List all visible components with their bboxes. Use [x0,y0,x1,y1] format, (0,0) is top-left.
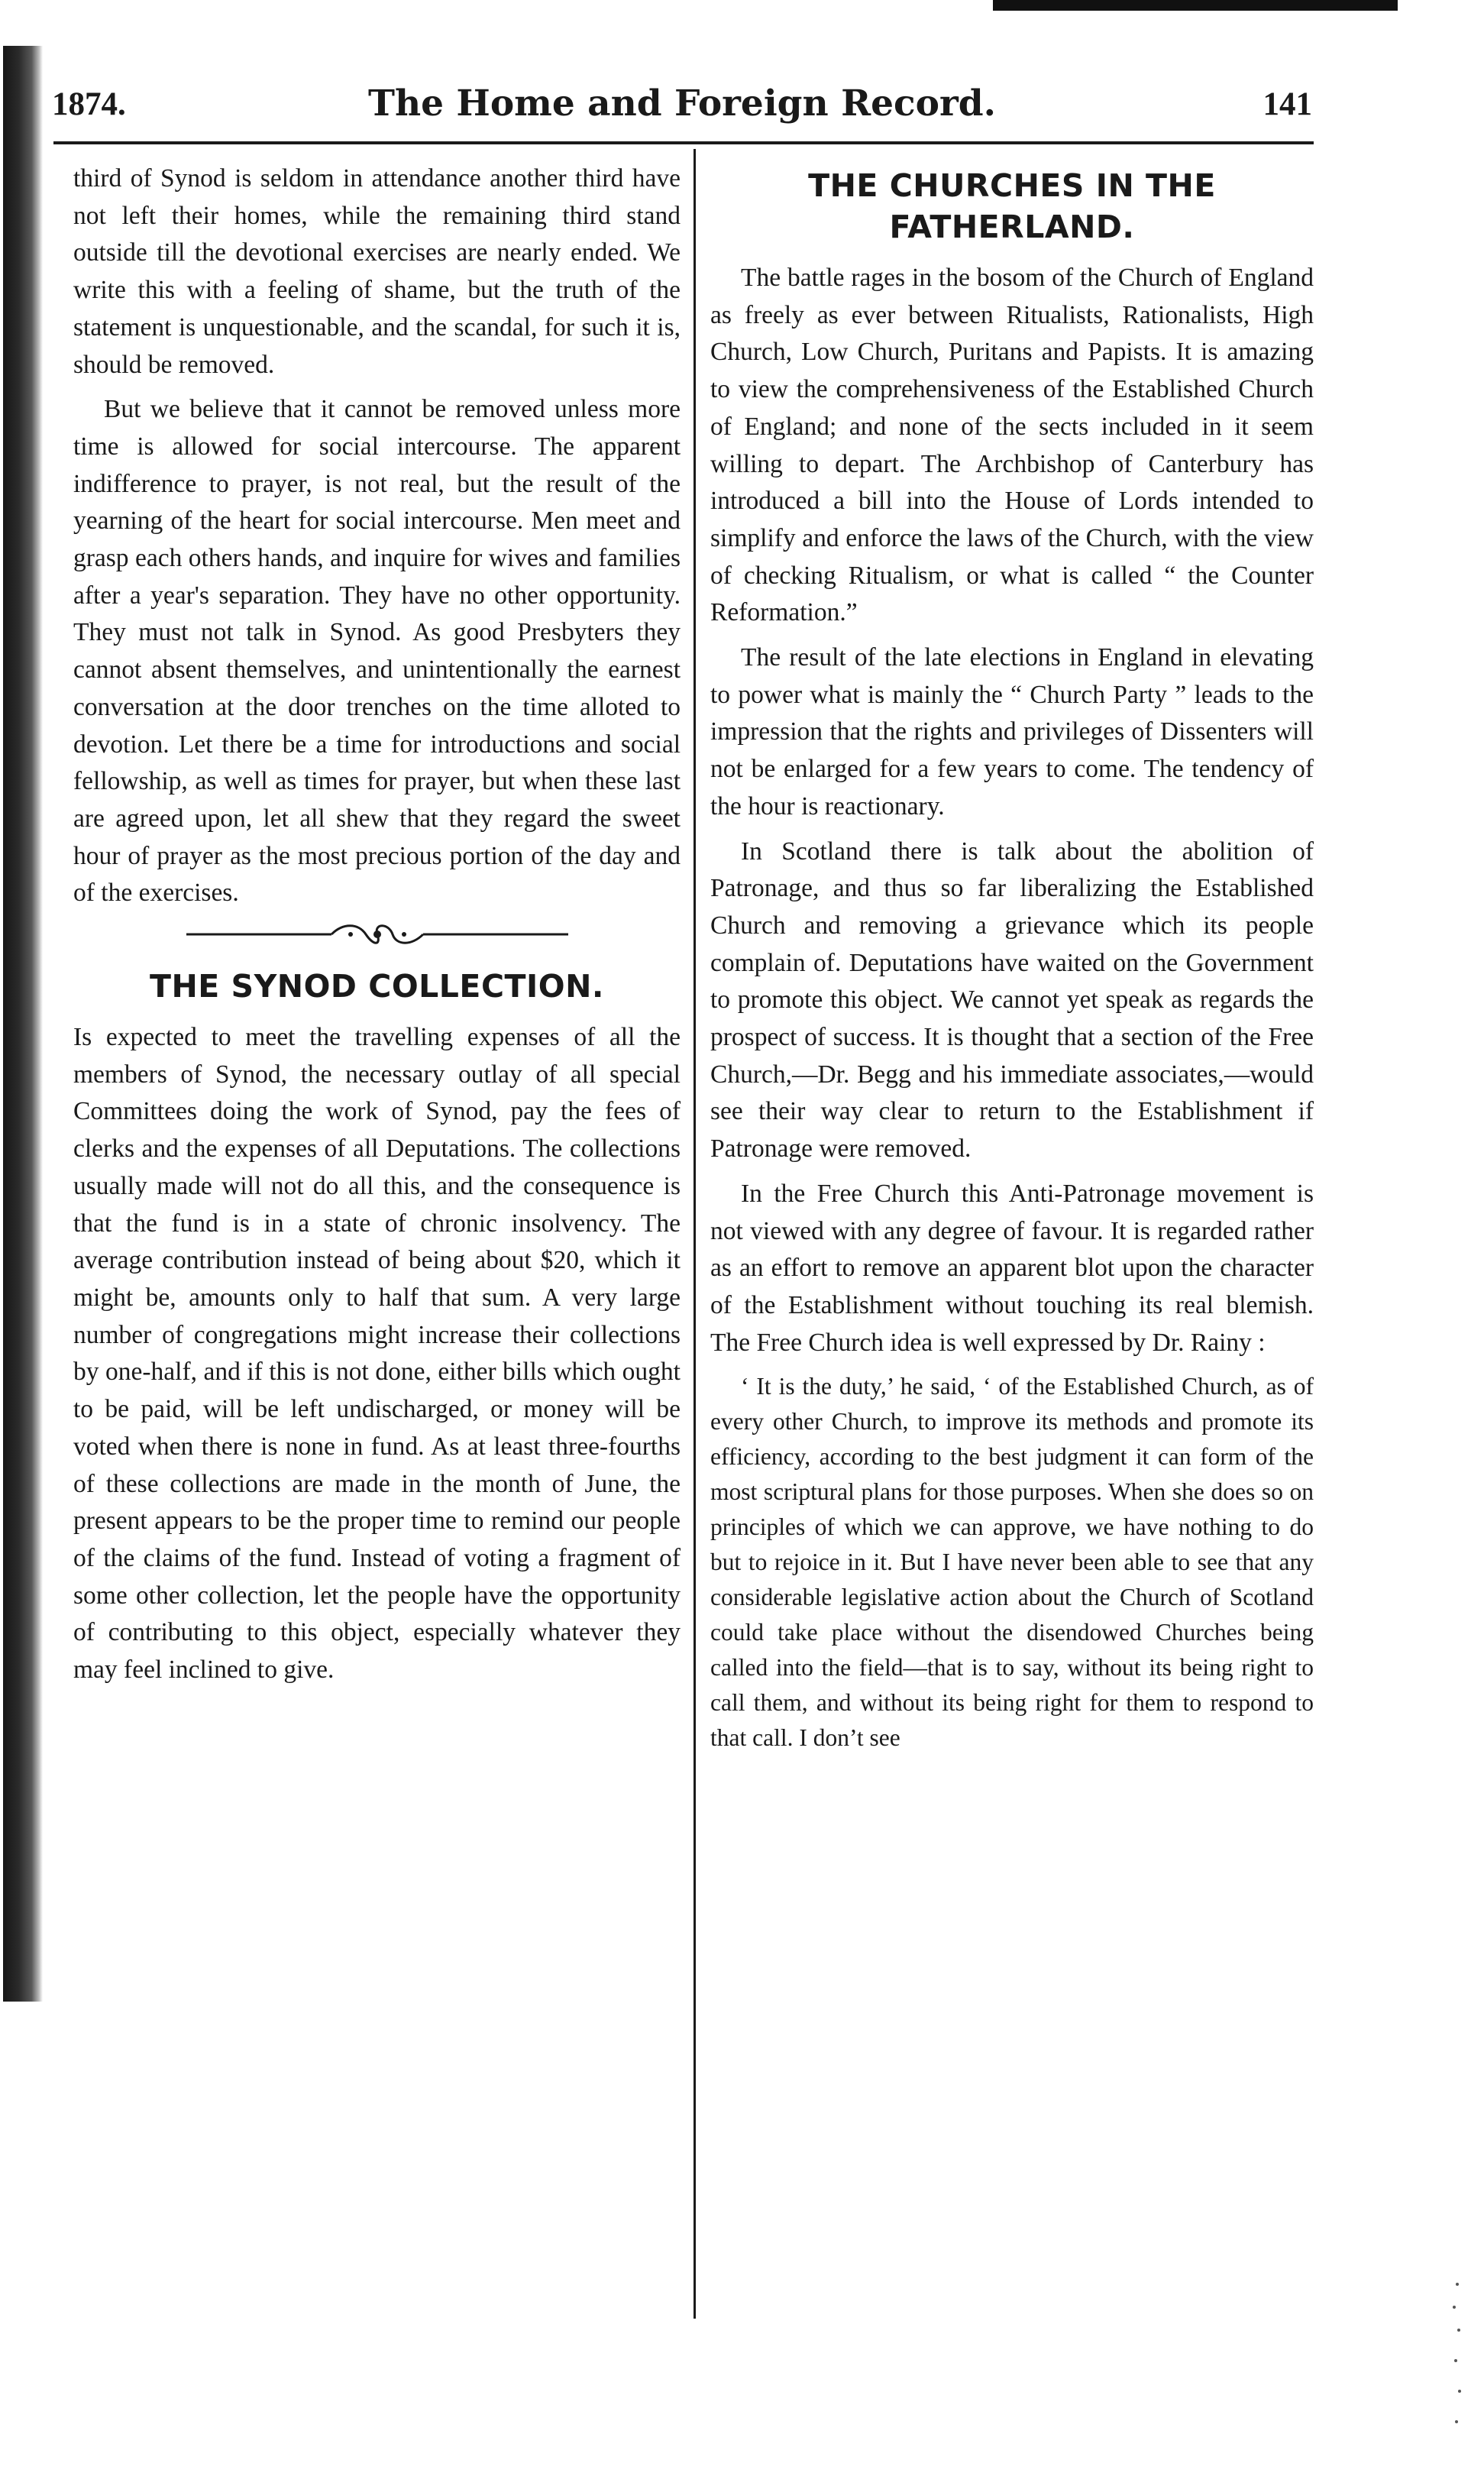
right-paragraph-3: In Scotland there is talk about the abolition of Patronage, and thus so far liberalizing the Established Church and removing a grievance which its people complain of. Deputations have waited on the Government to promote this object. We cannot yet speak as regards the prospect of success. It is thought that a section of the Free Church,—Dr. Begg and his immediate associates,—would see their way clear to return to the Establishment if Patronage were removed. [710,837,1314,1164]
left-column [73,160,681,1697]
left-paragraph-1: third of Synod is seldom in attendance another third have not left their homes, while the remaining third stand outside till the devotional exercises are nearly ended. We write this with a feeling of shame, but the truth of the statement is unquestionable, and the scandal, for such it is, should be removed. [73,164,681,379]
right-paragraph-1: The battle rages in the bosom of the Church of England as freely as ever between Ritualists, Rationalists, High Church, Low Church, Puritans and Papists. It is amazing to view the comprehensiveness of the Established Church of England; and none of the sects included in it seem willing to depart. The Archbishop of Canterbury has introduced a bill into the House of Lords intended to simplify and enforce the laws of the Church, with the view of checking Ritualism, or what is called “ the Counter Reformation.” [710,264,1314,627]
scan-edge-bar [993,0,1398,11]
running-header [52,78,1312,139]
rainy-quote: ‘ It is the duty,’ he said, ‘ of the Established Church, as of every other Church, to improve its methods and promote its efficiency, according to the best judgment it can form of the most scriptural plans for those purposes. When she does so on principles of which we can approve, we have nothing to do but to rejoice in it. But I have never been able to see that any considerable legislative action about the Church of Scotland could take place without the disendowed Churches being called into the field—that is to say, without its being right to call them, and without its being right for them to respond to that call. I don’t see [710,1373,1314,1752]
column-divider [694,149,696,2319]
right-column [710,160,1314,1763]
scroll-ornament-icon [179,923,576,946]
header-rule [53,141,1314,144]
section-heading-churches: THE CHURCHES IN THE FATHERLAND. [808,167,1216,245]
synod-collection-paragraph: Is expected to meet the travelling expenses of all the members of Synod, the necessary outlay of all special Committees doing the work of Synod, pay the fees of clerks and the expenses of all Deputations. The collections usually made will not do all this, and the consequence is that the fund is in a state of chronic insolvency. The average contribution instead of being about $20, which it might be, amounts only to half that sum. A very large number of congregations might increase their collections by one-half, and if this is not done, either bills which ought to be paid, will be left undischarged, or money will be voted when there is none in fund. As at least three-fourths of these collections are made in the month of June, the present appears to be the proper time to remind our people of the claims of the fund. Instead of voting a fragment of some other collection, let the people have the opportunity of contributing to this object, especially whatever they may feel inclined to give. [73,1023,681,1685]
journal-title: The Home and Foreign Record. [368,83,996,125]
left-paragraph-2: But we believe that it cannot be removed unless more time is allowed for social intercourse. The apparent indifference to prayer, is not real, but the result of the yearning of the heart for social intercourse. Men meet and grasp each others hands, and inquire for wives and families after a year's separation. They have no other opportunity. They must not talk in Synod. As good Presbyters they cannot absent themselves, and unintentionally the earnest conversation at the door trenches on the time alloted to devotion. Let there be a time for introductions and social fellowship, as well as times for prayer, but when these last are agreed upon, let all shew that they regard the sweet hour of prayer as the most precious portion of the day and of the exercises. [73,395,681,908]
right-paragraph-4: In the Free Church this Anti-Patronage movement is not viewed with any degree of favour. It is regarded rather as an effort to remove an apparent blot upon the character of the Establishment without touching its real blemish. The Free Church idea is well expressed by Dr. Rainy : [710,1179,1314,1357]
header-year: 1874. [52,86,126,122]
binding-shadow [3,46,43,2002]
page-number: 141 [1263,86,1312,122]
right-paragraph-2: The result of the late elections in England in elevating to power what is mainly the “ Church Party ” leads to the impression that the rights and privileges of Dissenters will not be enlarged for a few years to come. The tendency of the hour is reactionary. [710,643,1314,820]
section-heading-synod-collection: THE SYNOD COLLECTION. [149,968,604,1005]
margin-specks [1434,2277,1465,2429]
